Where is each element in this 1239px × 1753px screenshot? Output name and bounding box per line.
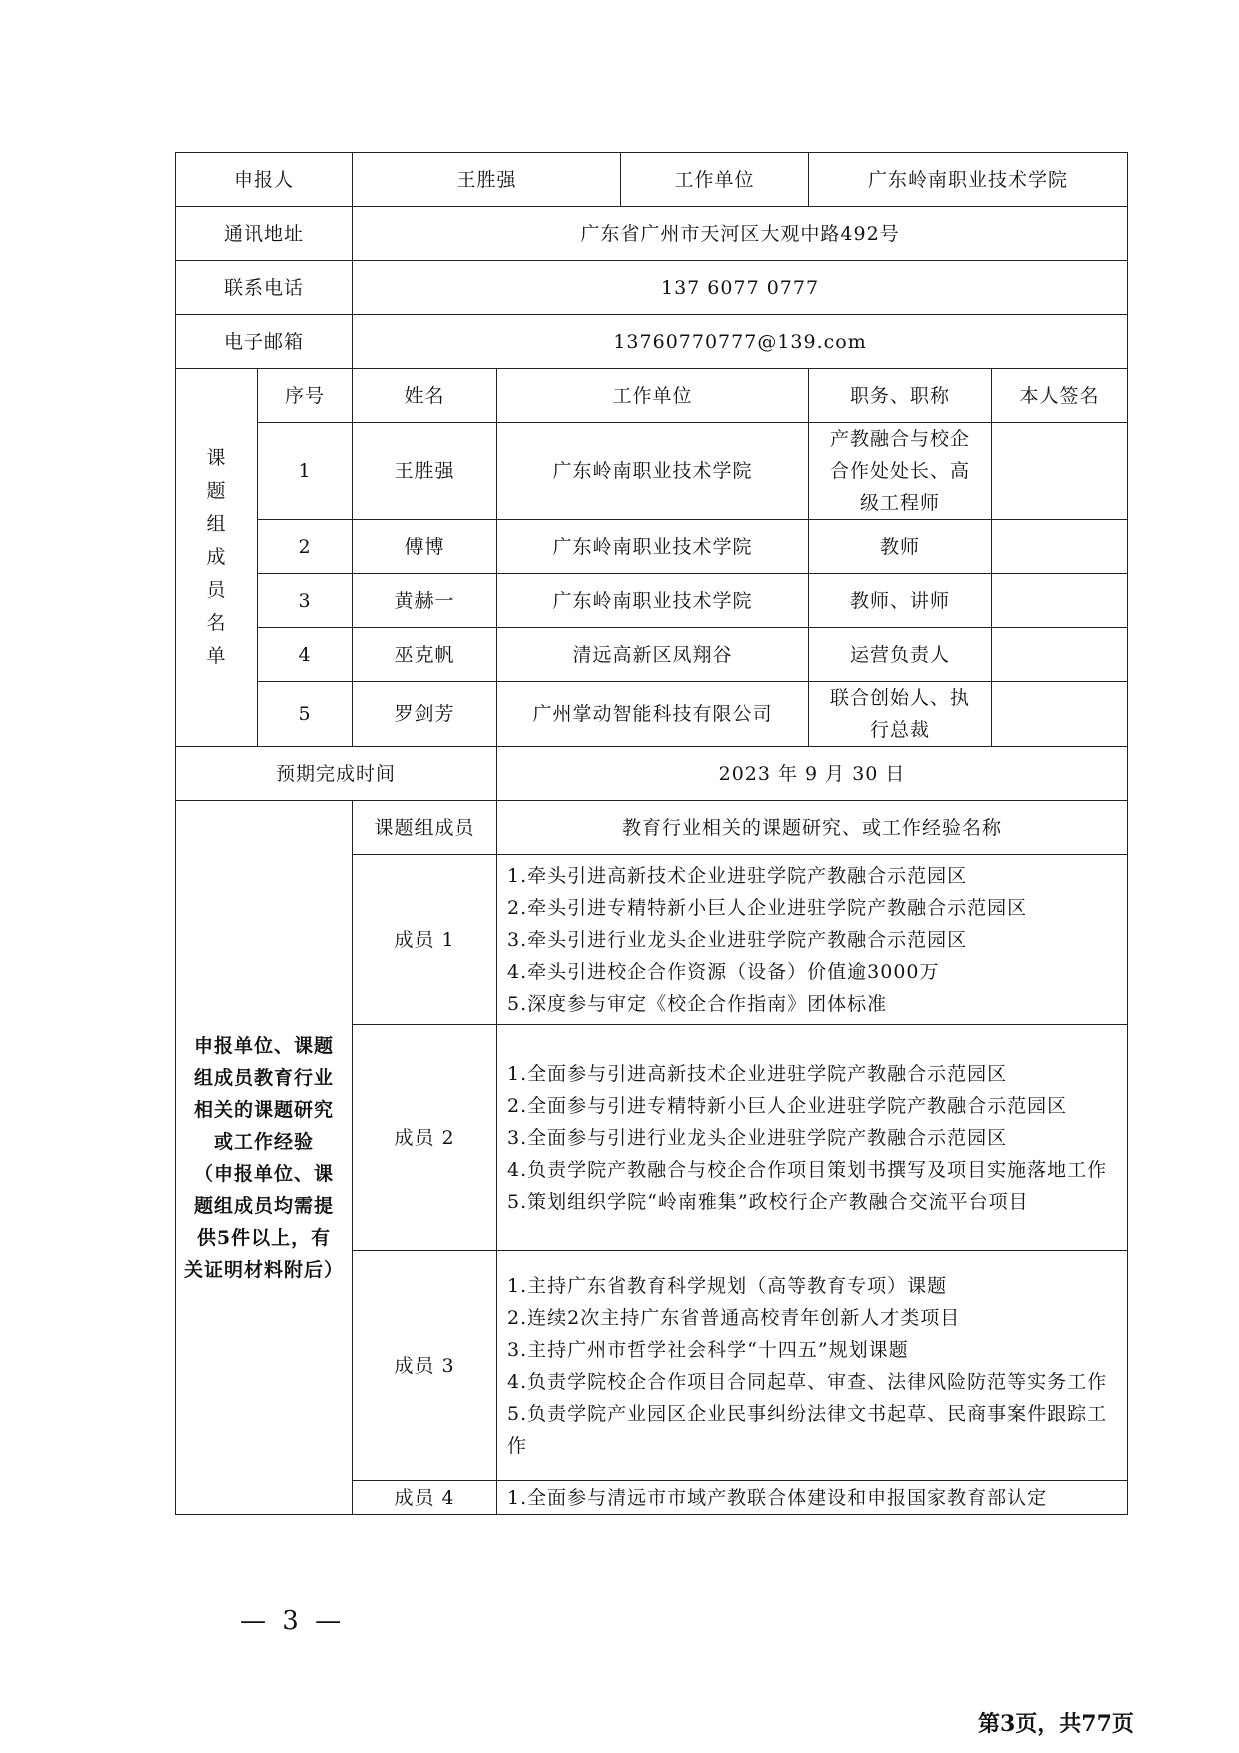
signature-cell — [992, 628, 1128, 682]
phone-row — [176, 261, 1128, 315]
applicant-name: 王胜强 — [353, 153, 621, 207]
label-completion: 预期完成时间 — [176, 747, 497, 801]
member-row: 4 巫克帆 清远高新区凤翔谷 运营负责人 — [176, 628, 1128, 682]
email-row — [176, 315, 1128, 369]
header-name: 姓名 — [353, 369, 497, 423]
member-row: 3 黄赫一 广东岭南职业技术学院 教师、讲师 — [176, 574, 1128, 628]
label-unit: 工作单位 — [621, 153, 809, 207]
header-unit: 工作单位 — [497, 369, 809, 423]
phone-value: 137 6077 0777 — [353, 261, 1128, 315]
header-member: 课题组成员 — [353, 801, 497, 855]
members-section-label: 课 题 组 成 员 名 单 — [176, 369, 258, 747]
header-signature: 本人签名 — [992, 369, 1128, 423]
header-title: 职务、职称 — [809, 369, 992, 423]
member-row: 2 傅博 广东岭南职业技术学院 教师 — [176, 520, 1128, 574]
address-value: 广东省广州市天河区大观中路492号 — [353, 207, 1128, 261]
member-label: 成员 3 — [353, 1251, 497, 1481]
applicant-unit: 广东岭南职业技术学院 — [809, 153, 1128, 207]
member-items: 1.牵头引进高新技术企业进驻学院产教融合示范园区 2.牵头引进专精特新小巨人企业进驻学院产教融合示范园区 3.牵头引进行业龙头企业进驻学院产教融合示范园区 4.牵头引进校企合作资源（设备）价值逾3000万 5.深度参与审定《校企合作指南》团体标准 — [497, 855, 1128, 1025]
signature-cell — [992, 574, 1128, 628]
label-applicant: 申报人 — [176, 153, 353, 207]
members-header-row — [176, 369, 1128, 423]
completion-row — [176, 747, 1128, 801]
member-items: 1.全面参与引进高新技术企业进驻学院产教融合示范园区 2.全面参与引进专精特新小巨人企业进驻学院产教融合示范园区 3.全面参与引进行业龙头企业进驻学院产教融合示范园区 4.负责学院产教融合与校企合作项目策划书撰写及项目实施落地工作 5.策划组织学院“岭南雅集”政校行企产教融合交流平台项目 — [497, 1025, 1128, 1251]
applicant-row — [176, 153, 1128, 207]
page-total: 第3页，共77页 — [978, 1711, 1134, 1737]
email-value: 13760770777@139.com — [353, 315, 1128, 369]
experience-section-label: 申报单位、课题 组成员教育行业 相关的课题研究 或工作经验 （申报单位、课 题组成员均需提 供5件以上，有 关证明材料附后） — [176, 801, 353, 1515]
member-items: 1.全面参与清远市市域产教联合体建设和申报国家教育部认定 — [497, 1481, 1128, 1515]
signature-cell — [992, 520, 1128, 574]
label-phone: 联系电话 — [176, 261, 353, 315]
application-form-table — [175, 152, 1128, 1515]
address-row — [176, 207, 1128, 261]
label-email: 电子邮箱 — [176, 315, 353, 369]
label-address: 通讯地址 — [176, 207, 353, 261]
header-content: 教育行业相关的课题研究、或工作经验名称 — [497, 801, 1128, 855]
member-label: 成员 4 — [353, 1481, 497, 1515]
member-row: 5 罗剑芳 广州掌动智能科技有限公司 联合创始人、执 行总裁 — [176, 682, 1128, 747]
page-number: — 3 — — [240, 1606, 346, 1636]
member-items: 1.主持广东省教育科学规划（高等教育专项）课题 2.连续2次主持广东省普通高校青年创新人才类项目 3.主持广州市哲学社会科学“十四五”规划课题 4.负责学院校企合作项目合同起草、审查、法律风险防范等实务工作 5.负责学院产业园区企业民事纠纷法律文书起草、民商事案件跟踪工作 — [497, 1251, 1128, 1481]
signature-cell — [992, 423, 1128, 520]
member-label: 成员 2 — [353, 1025, 497, 1251]
member-row: 1 王胜强 广东岭南职业技术学院 产教融合与校企 合作处处长、高 级工程师 — [176, 423, 1128, 520]
completion-value: 2023 年 9 月 30 日 — [497, 747, 1128, 801]
signature-cell — [992, 682, 1128, 747]
member-label: 成员 1 — [353, 855, 497, 1025]
experience-header-row — [176, 801, 1128, 855]
header-no: 序号 — [258, 369, 353, 423]
